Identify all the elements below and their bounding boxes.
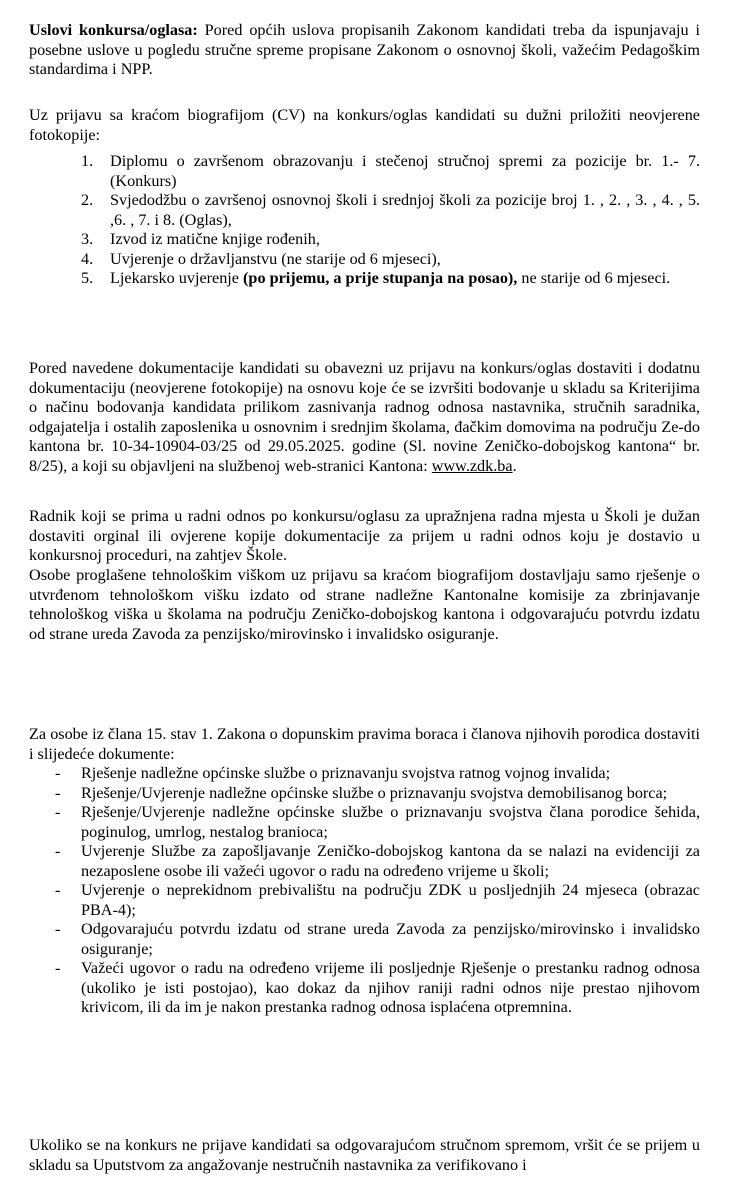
list-item: - Uvjerenje o neprekidnom prebivalištu na području ZDK u posljednjih 24 mjeseca (obrazac PBA-4); (55, 881, 700, 919)
intro-heading: Uslovi konkursa/oglasa: (29, 21, 198, 39)
list-item: 2. Svjedodžbu o završenoj osnovnoj školi i srednjoj školi za pozicije broj 1. , 2. , 3. , 4. , 5. ,6. , 7. i 8. (Oglas), (81, 191, 700, 229)
required-documents-list (29, 152, 700, 289)
final-paragraph: Ukoliko se na konkurs ne prijave kandidati sa odgovarajućom stručnom spremom, vršit će se prijem u skladu sa Uputstvom za angažovanje nestručnih nastavnika za verifikovano i (29, 1136, 700, 1174)
worker-paragraph: Radnik koji se prima u radni odnos po konkursu/oglasu za upražnjena radna mjesta u Školi je dužan dostaviti orginal ili ovjerene kopije dokumentacije za prijem u radni odnos koju je dostavio u konkursnoj proceduri, na zahtjev Škole. (29, 507, 700, 564)
list-item: 4. Uvjerenje o državljanstvu (ne starije od 6 mjeseci), (81, 249, 441, 268)
list-item: - Važeći ugovor o radu na određeno vrijeme ili posljednje Rješenje o prestanku radnog odnosa (ukoliko je isti postojao), kao dokaz da njihov raniji radni odnos nije prestao njihovom krivicom, ili da im je nakon prestanka radnog odnosa isplaćena otpremnina. (55, 959, 700, 1016)
list-item: - Rješenje/Uvjerenje nadležne općinske službe o priznavanju svojstva člana porodice šehida, poginulog, umrlog, nestalog branioca; (55, 803, 700, 841)
intro-paragraph (29, 21, 700, 80)
zdk-website-link[interactable]: www.zdk.ba (431, 456, 513, 475)
additional-documentation-paragraph: Pored navedene dokumentacije kandidati su obavezni uz prijavu na konkurs/oglas dostaviti i dodatnu dokumentaciju (neovjerene fotokopije) na osnovu koje će se izvršiti bodovanje u skladu sa Kriterijima o načinu bodovanja kandidata prilikom zasnivanja radnog odnosa nastavnika, stručnih saradnika, odgajatelja i ostalih zaposlenika u osnovnim i srednjim školama, đačkim domovima na području Ze-do kantona br. 10-34-10904-03/25 od 29.05.2025. godine (Sl. novine Zeničko-dobojskog kantona“ br. 8/25), a koji su objavljeni na službenoj web-stranici Kantona: www.zdk.ba. (29, 359, 700, 475)
veterans-paragraph: Za osobe iz člana 15. stav 1. Zakona o dopunskim pravima boraca i članova njihovih porodica dostaviti i slijedeće dokumente: (29, 725, 700, 763)
list-item: - Rješenje nadležne općinske službe o priznavanju svojstva ratnog vojnog invalida; (55, 764, 611, 782)
technological-surplus-paragraph: Osobe proglašene tehnološkim viškom uz prijavu sa kraćom biografijom dostavljaju samo rješenje o utvrđenom tehnološkom višku izdato od strane nadležne Kantonalne komisije za zbrinjavanje tehnološkog viška u školama na području Zeničko-dobojskog kantona i odgovarajuću potvrdu izdatu od strane ureda Zavoda za penzijsko/mirovinsko i invalidsko osiguranje. (29, 566, 700, 643)
list-item: - Odgovarajuću potvrdu izdatu od strane ureda Zavoda za penzijsko/mirovinsko i invalidsko osiguranje; (55, 920, 700, 958)
list-item: 3. Izvod iz matične knjige rođenih, (81, 230, 320, 248)
list-item: 5. Ljekarsko uvjerenje (po prijemu, a prije stupanja na posao), ne starije od 6 mjeseci. (81, 269, 671, 287)
list-item: - Uvjerenje Službe za zapošljavanje Zeničko-dobojskog kantona da se nalazi na evidenciji za nezaposlene osobe ili važeći ugovor o radu na određeno vrijeme u školi; (55, 842, 700, 880)
list-item: 1. Diplomu o završenom obrazovanju i stečenoj stručnoj spremi za pozicije br. 1.- 7. (Konkurs) (81, 152, 700, 190)
attachments-intro: Uz prijavu sa kraćom biografijom (CV) na konkurs/oglas kandidati su dužni priložiti neovjerene fotokopije: (29, 106, 700, 144)
veterans-documents-list (29, 764, 700, 1018)
list-item: - Rješenje/Uvjerenje nadležne općinske službe o priznavanju svojstva demobilisanog borca; (55, 783, 668, 802)
intro-text: Pored općih uslova propisanih Zakonom kandidati treba da ispunjavaju i posebne uslove u pogledu stručne spreme propisane Zakonom o osnovnoj školi, važećim Pedagoškim standardima i NPP. (29, 21, 700, 78)
